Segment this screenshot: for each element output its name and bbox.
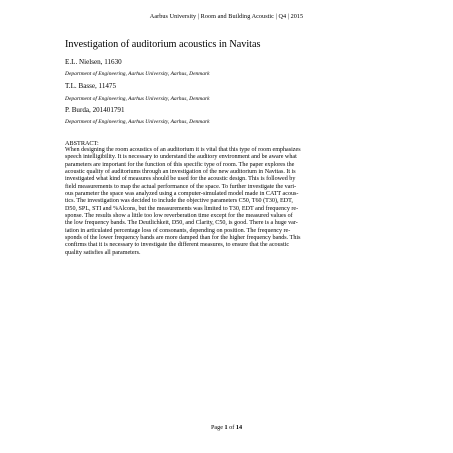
- abstract-heading: ABSTRACT:: [65, 140, 99, 147]
- author-3-affiliation: Department of Engineering, Aarhus University, Aarhus, Denmark: [65, 119, 210, 125]
- page-current: 1: [224, 424, 228, 431]
- author-2-name: T.L. Basse, 11475: [65, 82, 117, 90]
- abstract-body: When designing the room acoustics of an auditorium it is vital that this type of room emphasizes speech intelligibility. It is necessary to understand the auditory environment and be aware what parameters are important for the function of this specific type of room. The paper explores the acoustic quality of auditoriums through an investigation of the new auditorium in Navitas. It is investigated what kind of measures should be used for the acoustic design. This is followed by field measurements to map the actual performance of the space. To further investigate the vari- ous parameter the space was analyzed using a computer-simulated model made in CATT acous- tics. The investigation was decided to include the objective parameters C50, T60 (T30), EDT, D50, SPL, STI and %Alcons, but the measurements was limited to T30, EDT and frequency re- sponse. The results show a little too low reverberation time except for the measured values of the low frequency bands. The Deutlichkeit, D50, and Clarity, C50, is good. There is a huge var- iation in articulated percentage loss of consonants, depending on position. The frequency re- sponds of the lower frequency bands are more damped than for the higher frequency bands. This confirms that it is necessary to investigate the different measures, to ensure that the acoustic quality satisfies all parameters.: [65, 147, 301, 256]
- author-2-affiliation: Department of Engineering, Aarhus University, Aarhus, Denmark: [65, 96, 210, 102]
- page-label: Page: [210, 424, 223, 431]
- page-of: of: [229, 424, 235, 431]
- page-total: 14: [235, 424, 243, 431]
- running-header: Aarbus University | Room and Building Acoustic | Q4 | 2015: [149, 13, 304, 20]
- page-number-footer: [0, 424, 453, 431]
- author-1-name: E.L. Nielsen, 11630: [65, 58, 122, 66]
- author-1-affiliation: Department of Engineering, Aarhus University, Aarhus, Denmark: [65, 71, 210, 77]
- author-3-name: P. Burda, 201401791: [65, 106, 125, 114]
- paper-title: Investigation of auditorium acoustics in Navitas: [65, 39, 261, 50]
